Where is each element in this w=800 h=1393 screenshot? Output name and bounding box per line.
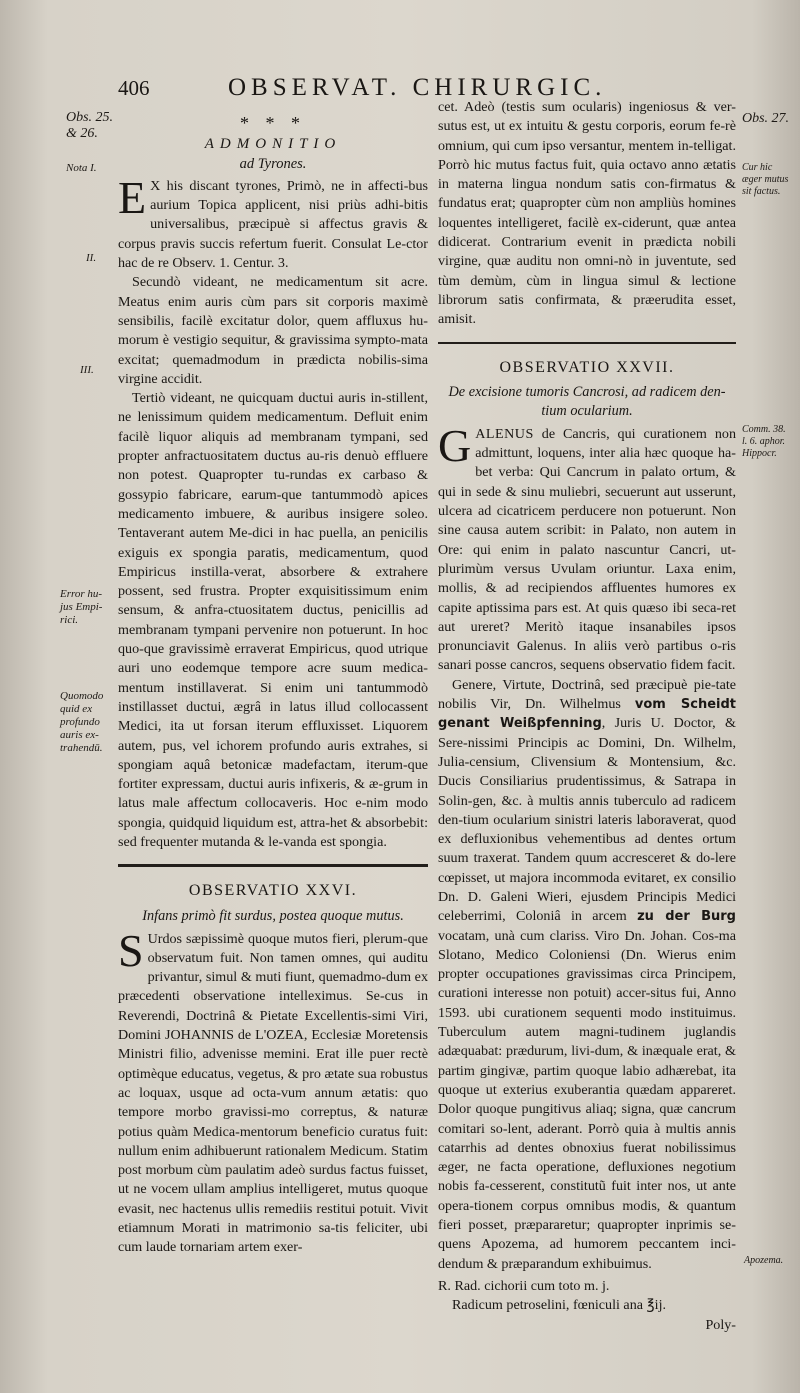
drop-cap: G xyxy=(438,419,472,471)
left-column xyxy=(118,114,428,1258)
page-number: 406 xyxy=(118,76,150,100)
running-head: OBSERVAT. CHIRURGIC. xyxy=(228,74,607,101)
observation-26-subtitle: Infans primò fit surdus, postea quoque mutus. xyxy=(142,907,404,924)
catchword: Poly- xyxy=(705,1316,736,1333)
paragraph: Genere, Virtute, Doctrinâ, sed præcipuè pie-tate nobilis Vir, Dn. Wilhelmus vom Scheidt genant Weißpfenning, Juris U. Doctor, & Sere-nissimi Principis ac Domini, Dn. Wilhelm, Julia-censium, Clivensium & Montensium, &c. Ducis Consiliarius prudentissimus, & Satrapa in Solin-gen, &c. à multis annis tuberculo ad radicem den-tium ocularium sinistri lateris laboraverat, quod ex defluxionibus vehementibus ad dentes ortum suum traxerat. Tandem quum accresceret & do-lere cœpisset, ut majora incommoda evitaret, ex consilio Dn. D. Galeni Wieri, ejusdem Principis Medici celeberrimi, Coloniâ in arcem zu der Burg vocatam, unà cum clariss. Viro Dn. Johan. Cos-ma Slotano, Medico Coloniensi (Dn. Wierus enim propter occupationes gravissimas circa Principem, curationi interesse non potuit) accer-situs fui, Anno 1593. ubi curationem sequenti modo instituimus. Tuberculum autem magni-tudinem juglandis adæquabat: prædurum, livi-dum, & inæquale erat, & partim gingivæ, partim quoque labio adhærebat, ita quoque ut exterius exuberantia quædam appareret. Dolor quoque pungitivus aliaq; signa, quæ cancrum comitari so-lent, aderant. Porrò quia à multis annis catarrhis ad dentes obnoxius fuerat nobilissimus æger, ne facta operatione, defluxiones negotium nobis fa-cesserent, constitutũ fuit inter nos, ut ante opera-tionem corpus omnibus modis, & quantum fieri posset, præpararetur; quapropter inprimis se-quens Apozema, ad humorem peccantem inci-dendum & præparandum exhibuimus. xyxy=(438,676,736,1272)
recipe-line: Radicum petroselini, fœniculi ana ℥ij. xyxy=(452,1297,667,1314)
margin-note-obs-27: Obs. 27. xyxy=(742,111,790,126)
recipe-line: R. Rad. cichorii cum toto m. j. xyxy=(438,1277,610,1294)
margin-note-quomodo: Quomodo quid ex profundo auris ex- trahendū. xyxy=(60,690,104,754)
admonitio-heading: ADMONITIO xyxy=(204,136,342,153)
margin-note-obs: Obs. 25. & 26. xyxy=(66,110,114,141)
margin-note-nota-1: Nota I. xyxy=(66,162,97,174)
margin-note-apozema: Apozema. xyxy=(744,1255,784,1266)
paragraph: Secundò videant, ne medicamentum sit acre. Meatus enim auris cùm pars sit corporis maximè sensibilis, facilè excitatur dolor, quem affluxus hu-morum è vestigio sequitur, & gravissima sympto-mata excitat; quemadmodum in prædicta nobilis-sima virgine accidit. xyxy=(118,274,428,387)
section-rule xyxy=(438,342,736,344)
margin-note-2: II. xyxy=(86,252,97,264)
recipe xyxy=(438,1277,736,1316)
section-rule xyxy=(118,864,428,867)
gothic-name: vom Scheidt genant Weißpfenning xyxy=(438,697,736,732)
margin-note-comm: Comm. 38. l. 6. aphor. Hippocr. xyxy=(742,424,786,459)
observation-26-title: OBSERVATIO XXVI. xyxy=(188,882,358,900)
right-column xyxy=(438,98,736,1335)
admonitio-subheading: ad Tyrones. xyxy=(239,155,307,172)
ornament: * * * xyxy=(240,113,306,133)
margin-note-3: III. xyxy=(80,364,94,376)
paragraph: cet. Adeò (testis sum ocularis) ingeniosus & ver-sutus est, ut ex intuitu & gestu corporis, eorum fe-rè omnium, qui cum ipso versantur, mentem in-telligat. Porrò hic mutus factus fuit, quia octavo anno ætatis in materna lingua nondum satis con-firmatus & fundatus erat; quapropter cùm non ampliùs homines loquentes intelligeret, facilè ex-ciderunt, quæ antea didicerat. Contrarium evenit in prædicta nobili virgine, quæ auditu non omni-nò in juventute, sed tùm demùm, cùm in lingua simul & lectione librorum satis confirmata, & præerudita esset, amisit. xyxy=(438,99,736,328)
margin-note-error: Error hu- jus Empi- rici. xyxy=(60,588,103,626)
drop-cap: S xyxy=(118,924,144,976)
margin-note-cur: Cur hic æger mutus sit factus. xyxy=(742,162,789,197)
paragraph: GALENUS de Cancris, qui curationem non admittunt, loquens, inter alia hæc quoque ha-bet verba: Qui Cancrum in palato ortum, & qui in sede & sinu muliebri, secuerunt aut usserunt, ulcera ad cicatricem perducere non potuerunt. Non sine causa autem scribit: in Palato, non autem in Ore: qui enim in palato nascuntur Cancri, ut-plurimùm versus Uvulam oriuntur. Laxa enim, mollis, & ad recipiendos affluentes humores ex capite aptissima pars est. At quis quæso ibi seca-ret aut ureret? Meritò itaque insanabiles ipsos pronunciavit Galenus. In aliis verò partibus o-ris sanari posse cancros, sequens observatio fidem facit. xyxy=(438,419,736,674)
observation-27-subtitle: De excisione tumoris Cancrosi, ad radicem den-tium ocularium. xyxy=(448,383,726,419)
paragraph: Tertiò videant, ne quicquam ductui auris in-stillent, ne lenissimum quidem medicamentum. Defluit enim facilè liquor aliquis ad membranam tympani, sed propter anfractuositatem ductus au-ris denuò effluere non potest. Quapropter tu-rundas ex carbaso & gossypio fabricare, earum-que tantummodò apices medicamento imbuere, & auribus insigere soleo. Tentaverant autem Me-dici in hac puella, an penicilis exiguis ex spongia paratis, medicamentum, quod Empiricus instilla-verat, absorbere & extrahere possent, sed frustra. Propter exquisitissimum enim sensum, & anfra-ctuositatem ductus, penicillis ad membranam tympani pervenire non potuerunt. In hoc quo-que gravissimè erraverat Empiricus, quod utrique auri uno eodemque tempore acre suum medica-mentum instillaverat. Si enim uni tantummodò instillasset ductui, ægrâ in latus illud collocassent Medici, ita ut forsan iterum effluxisset. Liquorem autem, pus, vel ichorem profundo auris extrahes, si spongiam aquâ betonicæ madefactam, iterum-que fortiter expressam, ductui auris infixeris, & æ-grum in latus male affectum collocaveris. Hoc e-nim modo spongia, quidquid liquidum est, attra-het & absorbebit: sed frequenter mutanda & le-vanda est spongia. xyxy=(118,390,428,850)
paragraph: S Urdos sæpissimè quoque mutos fieri, plerum-que observatum fuit. Non tamen omnes, qui auditu privantur, simul & muti fiunt, quemadmo-dum ex præcedenti observatione intelleximus. Se-cus in Reverendi, Doctrinâ & Pietate Excellentis-simi Viri, Domini JOHANNIS de L'OZEA, Ecclesiæ Moretensis Ministri filio, advenisse memini. Erat ille puer rectè optimèque educatus, vegetus, & pro ætate sua robustus ac loquax, usque ad octa-vum annum ætatis: quo tempore morbo gravissi-mo correptus, & naturæ potius quàm Medica-mentorum beneficio curatus fuit: nullum enim adhibuerunt rationalem Medicum. Statim post morbum cùm paulatim adeò surdus factus fuisset, ut ne vocem ullam amplius intelligeret, mutus quoque evasit, nec hactenus ullis remediis restitui potuit. Vivit etiamnum Morati in matrimonio sa-tis feliciter, ubi cum laude tornariam artem exer- xyxy=(118,924,428,1256)
gothic-place: zu der Burg xyxy=(637,909,736,925)
drop-cap: E xyxy=(118,171,147,223)
observation-27-title: OBSERVATIO XXVII. xyxy=(499,358,675,376)
paragraph: E X his discant tyrones, Primò, ne in affecti-bus aurium Topica applicent, nisi priùs adhi-bitis universalibus, præcipuè si affectus gravis & corpus pravis succis refertum fuerit. Consulat Le-ctor hac de re Observ. 1. Centur. 3. xyxy=(118,171,428,272)
